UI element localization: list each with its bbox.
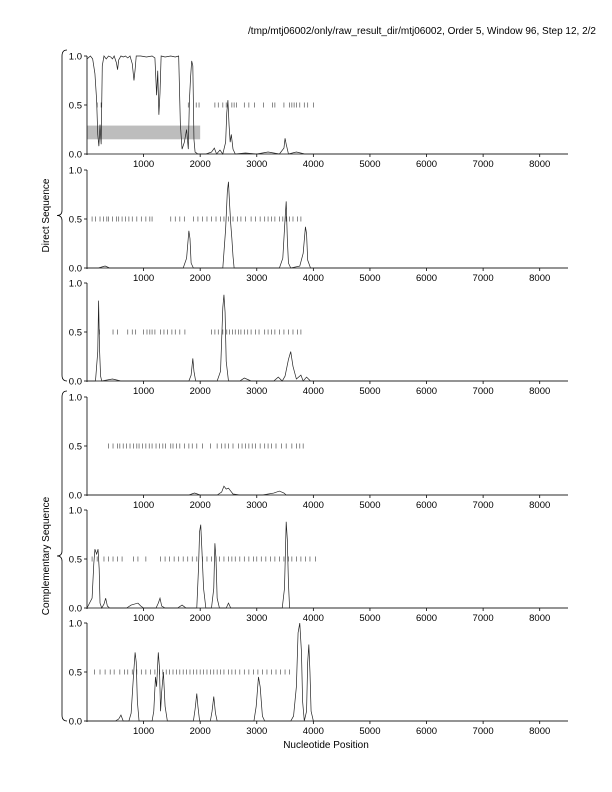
panel-frame-3 bbox=[69, 279, 568, 398]
x-tick-label: 5000 bbox=[359, 273, 381, 284]
x-tick-label: 1000 bbox=[133, 613, 155, 624]
x-tick-label: 7000 bbox=[472, 726, 494, 737]
y-tick-label: 0.0 bbox=[68, 716, 82, 728]
x-tick-label: 4000 bbox=[302, 159, 324, 170]
x-tick-label: 6000 bbox=[415, 613, 438, 624]
panel-frame-2 bbox=[69, 166, 568, 285]
coding-probability-line bbox=[87, 295, 568, 381]
x-tick-label: 8000 bbox=[529, 159, 551, 170]
y-tick-label: 0.5 bbox=[68, 554, 82, 566]
x-tick-label: 4000 bbox=[302, 613, 324, 624]
x-tick-label: 5000 bbox=[359, 386, 381, 397]
panel-frame-minus-2 bbox=[69, 506, 568, 625]
x-tick-label: 1000 bbox=[133, 726, 155, 737]
x-tick-label: 7000 bbox=[472, 273, 494, 284]
coding-probability-line bbox=[87, 182, 568, 268]
y-tick-label: 0.5 bbox=[68, 441, 82, 453]
x-tick-label: 4000 bbox=[302, 386, 324, 397]
y-tick-label: 0.5 bbox=[68, 327, 82, 339]
highlight-band bbox=[87, 126, 200, 140]
x-tick-label: 1000 bbox=[133, 273, 155, 284]
y-tick-label: 0.0 bbox=[68, 376, 82, 388]
sequence-group-3 bbox=[41, 391, 67, 721]
x-tick-label: 5000 bbox=[359, 500, 381, 511]
x-tick-label: 4000 bbox=[302, 273, 324, 284]
x-tick-label: 6000 bbox=[415, 159, 438, 170]
x-tick-label: 2000 bbox=[189, 500, 211, 511]
panel-frame-minus-1 bbox=[69, 393, 568, 512]
y-tick-label: 0.0 bbox=[68, 490, 82, 502]
x-tick-label: 8000 bbox=[529, 273, 551, 284]
x-tick-label: 6000 bbox=[415, 386, 438, 397]
y-tick-label: 1.0 bbox=[68, 278, 82, 290]
coding-probability-line bbox=[87, 522, 568, 608]
x-tick-label: 1000 bbox=[133, 386, 155, 397]
x-tick-label: 5000 bbox=[359, 613, 381, 624]
panel-frame-minus-3 bbox=[69, 619, 568, 738]
x-tick-label: 3000 bbox=[246, 159, 268, 170]
x-tick-label: 2000 bbox=[189, 273, 211, 284]
x-tick-label: 7000 bbox=[472, 386, 494, 397]
x-tick-label: 3000 bbox=[246, 500, 268, 511]
y-tick-label: 1.0 bbox=[68, 51, 82, 63]
x-tick-label: 7000 bbox=[472, 613, 494, 624]
y-tick-label: 1.0 bbox=[68, 392, 82, 404]
x-tick-label: 8000 bbox=[529, 500, 551, 511]
x-tick-label: 4000 bbox=[302, 726, 324, 737]
y-tick-label: 0.5 bbox=[68, 100, 82, 112]
x-tick-label: 6000 bbox=[415, 726, 438, 737]
y-tick-label: 0.0 bbox=[68, 263, 82, 275]
x-axis-title: Nucleotide Position bbox=[283, 740, 369, 751]
x-tick-label: 3000 bbox=[246, 386, 268, 397]
x-tick-label: 3000 bbox=[246, 273, 268, 284]
x-tick-label: 4000 bbox=[302, 500, 324, 511]
x-tick-label: 1000 bbox=[133, 500, 155, 511]
x-tick-label: 7000 bbox=[472, 159, 494, 170]
x-tick-label: 2000 bbox=[189, 726, 211, 737]
y-tick-label: 1.0 bbox=[68, 618, 82, 630]
x-tick-label: 8000 bbox=[529, 726, 551, 737]
coding-probability-line bbox=[87, 486, 568, 495]
x-tick-label: 2000 bbox=[189, 613, 211, 624]
y-tick-label: 0.0 bbox=[68, 603, 82, 615]
y-tick-label: 1.0 bbox=[68, 165, 82, 177]
x-tick-label: 5000 bbox=[359, 726, 381, 737]
x-tick-label: 8000 bbox=[529, 386, 551, 397]
y-tick-label: 0.5 bbox=[68, 214, 82, 226]
x-tick-label: 5000 bbox=[359, 159, 381, 170]
x-tick-label: 7000 bbox=[472, 500, 494, 511]
group-bracket bbox=[57, 50, 67, 381]
x-tick-label: 3000 bbox=[246, 613, 268, 624]
y-tick-label: 0.5 bbox=[68, 667, 82, 679]
x-tick-label: 6000 bbox=[415, 273, 438, 284]
sequence-group-0 bbox=[41, 50, 67, 381]
group-label: Complementary Sequence bbox=[41, 496, 52, 616]
group-bracket bbox=[57, 391, 67, 721]
x-tick-label: 2000 bbox=[189, 159, 211, 170]
panel-frame-1 bbox=[69, 52, 568, 171]
x-tick-label: 6000 bbox=[415, 500, 438, 511]
y-tick-label: 0.0 bbox=[68, 149, 82, 161]
group-label: Direct Sequence bbox=[41, 178, 52, 253]
x-tick-label: 3000 bbox=[246, 726, 268, 737]
page-title: /tmp/mtj06002/only/raw_result_dir/mtj06002, Order 5, Window 96, Step 12, 2/2 bbox=[248, 26, 596, 37]
x-tick-label: 8000 bbox=[529, 613, 551, 624]
x-tick-label: 1000 bbox=[133, 159, 155, 170]
y-tick-label: 1.0 bbox=[68, 505, 82, 517]
x-tick-label: 2000 bbox=[189, 386, 211, 397]
